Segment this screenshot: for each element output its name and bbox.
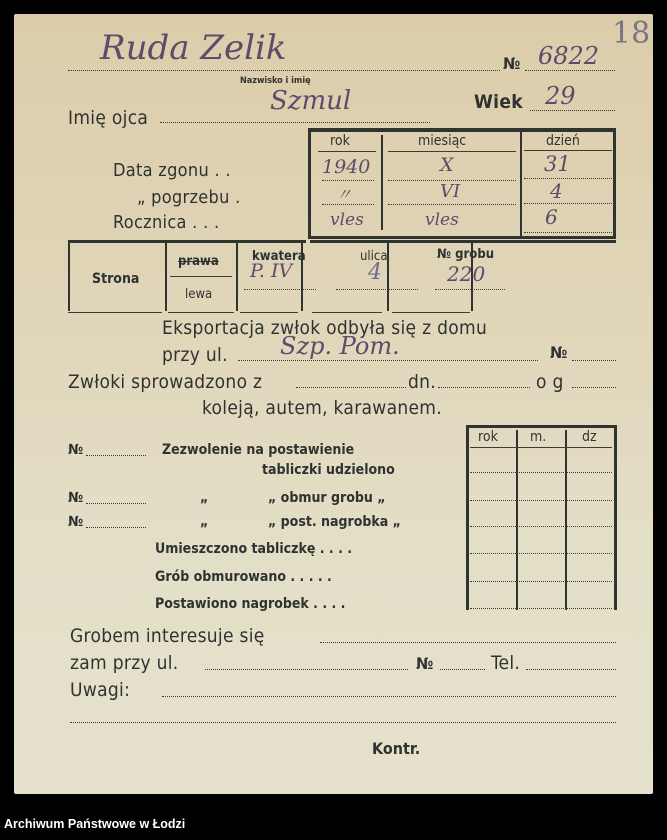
permit-line-3: „ obmur grobu „ — [268, 490, 386, 506]
address-label: zam przy ul. — [70, 652, 179, 674]
name-line — [68, 70, 500, 71]
side-right-label: prawa — [178, 254, 219, 269]
street-label: przy ul. — [162, 344, 228, 366]
quarter-value: P. IV — [250, 260, 293, 282]
permit-line-4: „ post. nagrobka „ — [268, 514, 401, 530]
death-year: 1940 — [322, 156, 371, 178]
anniversary-year: vles — [330, 210, 364, 230]
death-date-label: Data zgonu . . — [113, 160, 231, 181]
side-left-label: lewa — [185, 287, 213, 302]
address-number-label: № — [416, 654, 434, 673]
burial-year: 〃 — [336, 185, 353, 204]
permit-line-1: Zezwolenie na postawienie — [162, 442, 355, 458]
interested-label: Grobem interesuje się — [70, 625, 265, 647]
number-label: № — [503, 54, 521, 73]
grave-number-label: № grobu — [437, 247, 495, 262]
permit-line-5: Umieszczono tabliczkę . . . . — [155, 541, 353, 557]
header-year: rok — [330, 133, 350, 149]
number-line — [525, 70, 615, 71]
side-label: Strona — [92, 271, 140, 287]
header-day: dzień — [546, 133, 580, 149]
anniversary-month: vles — [425, 210, 459, 230]
tel-label: Tel. — [491, 652, 521, 674]
sheet-number: 18 — [612, 16, 651, 51]
grave-number-value: 220 — [447, 262, 486, 286]
age-line — [530, 110, 615, 111]
brought-from-label: Zwłoki sprowadzono z — [68, 371, 263, 393]
transport-line: koleją, autem, karawanem. — [202, 397, 442, 419]
row-label: ulica — [360, 249, 388, 264]
permit-line-2: tabliczki udzielono — [262, 462, 395, 478]
export-line: Eksportacja zwłok odbyła się z domu — [162, 317, 488, 339]
street-number-label: № — [550, 343, 568, 362]
permit3-number-label: № — [68, 514, 84, 530]
permits-header-month: m. — [530, 429, 547, 445]
street-value: Szp. Pom. — [280, 332, 400, 360]
permits-header-year: rok — [478, 429, 498, 445]
quarter-label: kwatera — [252, 249, 306, 264]
death-month: X — [440, 154, 454, 176]
name-caption: Nazwisko i imię — [240, 76, 311, 86]
father-value: Szmul — [270, 86, 352, 116]
notes-label: Uwagi: — [70, 679, 131, 701]
permit1-number-label: № — [68, 442, 84, 458]
age-label: Wiek — [474, 91, 523, 113]
age-value: 29 — [545, 82, 576, 110]
death-day: 31 — [544, 152, 571, 176]
burial-date-label: „ pogrzebu . — [137, 187, 241, 208]
burial-day: 4 — [550, 179, 563, 203]
burial-month: VI — [440, 181, 461, 202]
father-line — [160, 122, 430, 123]
permit-line-7: Postawiono nagrobek . . . . — [155, 596, 346, 612]
father-label: Imię ojca — [68, 107, 149, 129]
name-value: Ruda Zelik — [100, 28, 287, 68]
hour-label: o g — [536, 371, 564, 393]
anniversary-day: 6 — [545, 205, 558, 229]
day-label: dn. — [408, 371, 437, 393]
control-label: Kontr. — [372, 739, 421, 758]
anniversary-label: Rocznica . . . — [113, 212, 220, 233]
row-value: 4 — [368, 260, 382, 285]
permit-line-6: Grób obmurowano . . . . . — [155, 569, 332, 585]
header-month: miesiąc — [418, 133, 467, 149]
ditto-mark: „ — [200, 514, 209, 530]
archive-footer: Archiwum Państwowe w Łodzi — [4, 817, 186, 831]
number-value: 6822 — [538, 42, 600, 70]
permit2-number-label: № — [68, 490, 84, 506]
ditto-mark: „ — [200, 490, 209, 506]
permits-header-day: dz — [582, 429, 597, 445]
